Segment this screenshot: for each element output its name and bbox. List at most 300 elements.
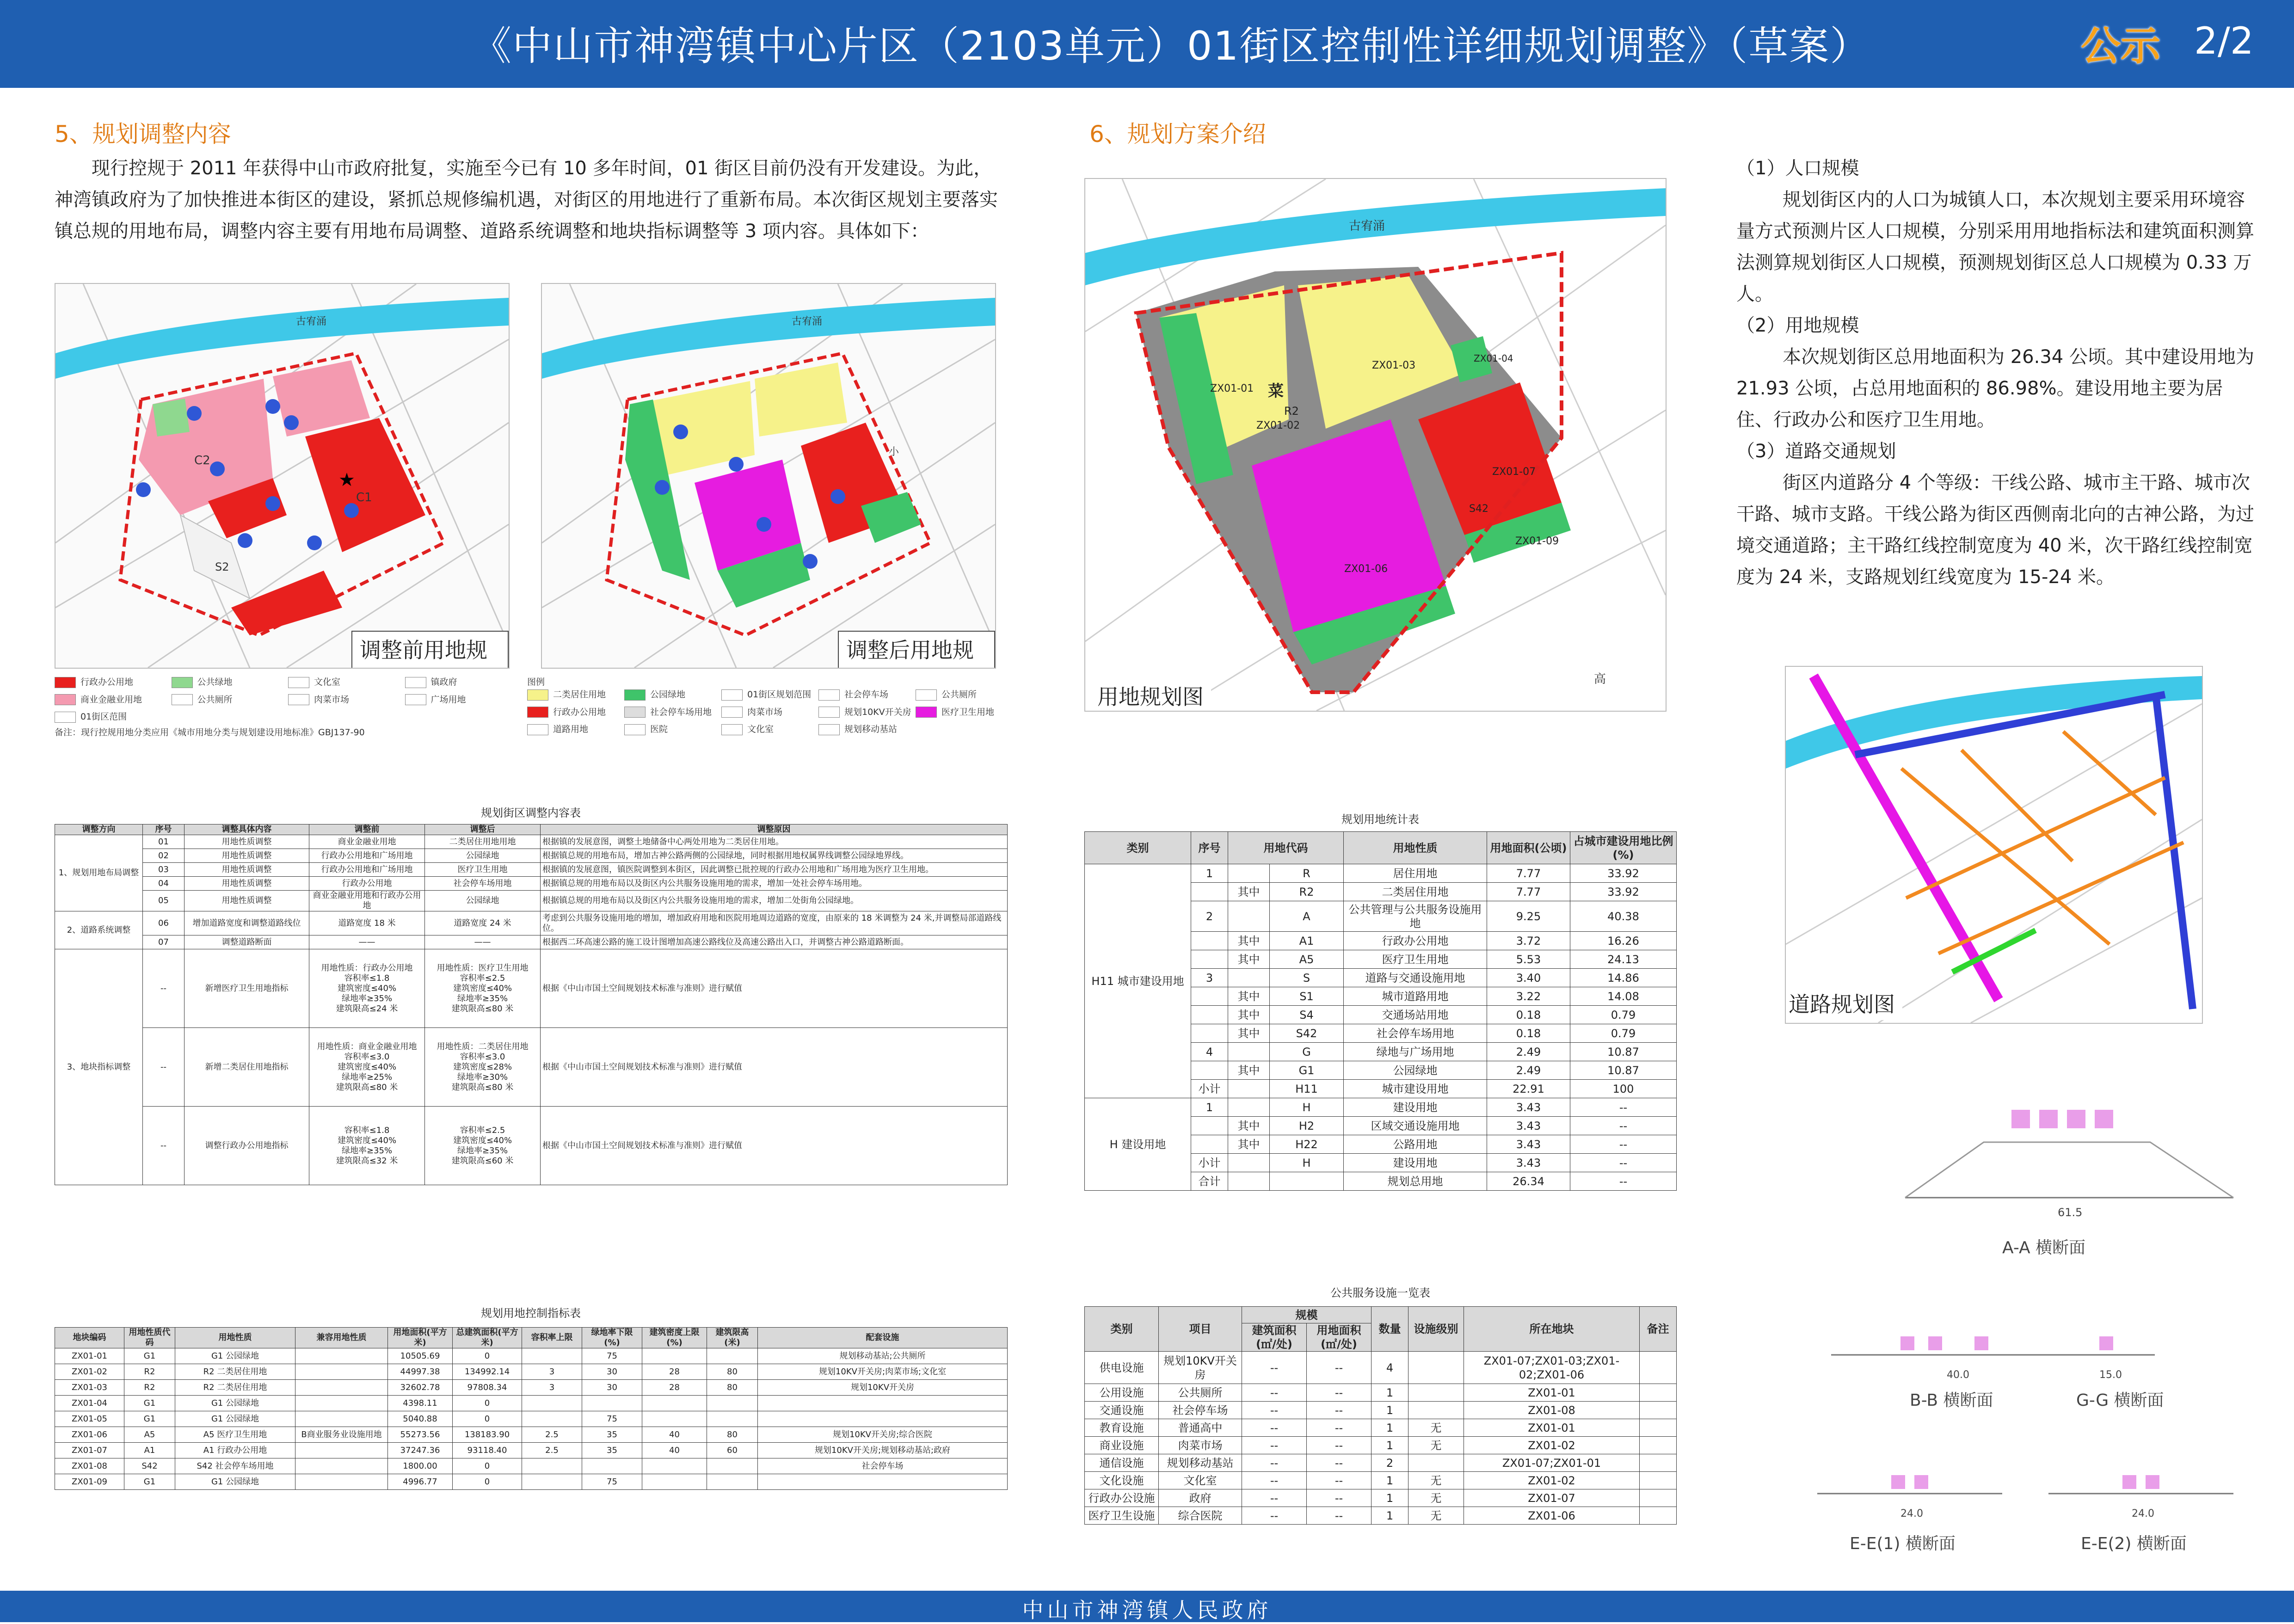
stats-ratio-cell: 100 <box>1570 1080 1677 1098</box>
stats-ratio-cell: 40.38 <box>1570 901 1677 932</box>
stats-header-cell: 类别 <box>1085 832 1191 864</box>
stats-no-cell <box>1191 932 1228 950</box>
adj-no-cell: 02 <box>143 849 185 863</box>
facility-cell: 1 <box>1371 1472 1408 1489</box>
ctrl-header-cell: 兼容用地性质 <box>295 1328 388 1348</box>
ctrl-cell: R2 <box>124 1364 175 1380</box>
table-row <box>1085 1507 1677 1525</box>
facility-header-cell: 规模 <box>1242 1307 1371 1323</box>
ctrl-cell: ZX01-05 <box>55 1411 124 1427</box>
ctrl-cell: G1 <box>124 1396 175 1411</box>
ctrl-cell: G1 公园绿地 <box>175 1411 295 1427</box>
adj-line: 用地性质：商业金融业用地 <box>317 1041 417 1052</box>
stats-header-row <box>1085 832 1677 864</box>
ctrl-cell: 规划10KV开关房;肉菜市场;文化室 <box>758 1364 1008 1380</box>
facility-cell: 政府 <box>1159 1489 1242 1507</box>
legend-label: 公园绿地 <box>650 689 686 700</box>
stats-area-cell: 9.25 <box>1487 901 1570 932</box>
table-row <box>1085 1489 1677 1507</box>
adj-item-cell: 用地性质调整 <box>185 835 309 849</box>
stats-ratio-cell: -- <box>1570 1098 1677 1117</box>
adj-no-cell: -- <box>143 1107 185 1185</box>
ctrl-cell: 3 <box>522 1364 582 1380</box>
table-row <box>55 849 1008 863</box>
stats-ratio-cell: 24.13 <box>1570 950 1677 969</box>
adj-reason-cell: 考虑到公共服务设施用地的增加，增加政府用地和医院用地周边道路的宽度，由原来的 18 米调整为 24 米,并调整局部道路线位。 <box>541 911 1008 935</box>
ctrl-cell: 55273.56 <box>388 1427 453 1443</box>
adj-no-cell: 05 <box>143 891 185 911</box>
stats-name-cell: 规划总用地 <box>1344 1172 1487 1191</box>
ctrl-cell: A5 医疗卫生用地 <box>175 1427 295 1443</box>
legend-label: 文化室 <box>314 677 341 687</box>
stats-ratio-cell: -- <box>1570 1172 1677 1191</box>
legend-label: 二类居住用地 <box>553 689 606 700</box>
adj-reason-cell: 根据镇总规的用地布局，增加古神公路两侧的公园绿地，同时根据用地权属界线调整公园绿地界线。 <box>541 849 1008 863</box>
legend-swatch <box>721 724 743 735</box>
stats-area-cell: 3.43 <box>1487 1117 1570 1135</box>
stats-name-cell: 居住用地 <box>1344 864 1487 883</box>
section5-heading: 5、规划调整内容 <box>55 121 231 148</box>
ctrl-cell <box>707 1396 758 1411</box>
adj-line: 用地性质：二类居住用地 <box>437 1041 529 1052</box>
table-row <box>55 1458 1008 1474</box>
bb-caption: B-B 横断面 <box>1910 1391 1993 1410</box>
table-row <box>1085 1472 1677 1489</box>
stats-no-cell: 小计 <box>1191 1154 1228 1172</box>
facility-header-cell: 项目 <box>1159 1307 1242 1352</box>
stats-ratio-cell: 10.87 <box>1570 1043 1677 1061</box>
stats-area-cell: 2.49 <box>1487 1061 1570 1080</box>
facility-cell: -- <box>1242 1384 1307 1402</box>
legend-label: 肉菜市场 <box>747 707 783 717</box>
zx01-06-label: ZX01-06 <box>1344 563 1388 575</box>
facility-cell: -- <box>1242 1352 1307 1384</box>
facility-cell: 1 <box>1371 1419 1408 1437</box>
adj-line: 绿地率≥35% <box>457 1145 508 1156</box>
ctrl-cell: 44997.38 <box>388 1364 453 1380</box>
adj-line: 医疗卫生用地 <box>457 864 508 874</box>
river-label: 古宥涌 <box>296 316 327 327</box>
zx01-09-label: ZX01-09 <box>1515 535 1559 547</box>
adj-line: 建筑密度≤40% <box>337 983 397 993</box>
ctrl-cell <box>295 1364 388 1380</box>
c1-label: C1 <box>356 491 372 504</box>
stats-sub-cell: 其中 <box>1228 932 1270 950</box>
ctrl-cell <box>707 1411 758 1427</box>
legend-item <box>916 705 1013 718</box>
section6-text <box>1736 153 2254 593</box>
stats-ratio-cell: -- <box>1570 1117 1677 1135</box>
table-row <box>1085 1437 1677 1454</box>
legend-swatch <box>288 694 309 705</box>
footer-text: 中山市神湾镇人民政府 <box>1022 1598 1272 1623</box>
facility-note-cell <box>1640 1472 1677 1489</box>
facility-cell <box>1408 1454 1464 1472</box>
legend-item <box>172 693 289 706</box>
facility-table <box>1084 1306 1676 1525</box>
ctrl-cell: G1 公园绿地 <box>175 1348 295 1364</box>
ctrl-cell: G1 <box>124 1411 175 1427</box>
legend-swatch <box>527 724 548 735</box>
ctrl-cell <box>642 1458 707 1474</box>
ctrl-header-cell: 建筑密度上限(%) <box>642 1328 707 1348</box>
ctrl-cell: 0 <box>453 1396 522 1411</box>
legend-item <box>721 688 818 701</box>
stats-no-cell: 1 <box>1191 1098 1228 1117</box>
legend-swatch <box>916 689 937 701</box>
ctrl-header-cell: 容积率上限 <box>522 1328 582 1348</box>
stats-no-cell <box>1191 1117 1228 1135</box>
adj-after-cell <box>425 877 541 891</box>
facility-header-cell: 备注 <box>1640 1307 1677 1352</box>
legend-swatch <box>624 707 646 718</box>
facility-cell: 医疗卫生设施 <box>1085 1507 1159 1525</box>
adj-line: 建筑密度≤40% <box>453 1135 512 1145</box>
stats-code-cell: R <box>1270 864 1344 883</box>
table-row <box>1085 1098 1677 1117</box>
ctrl-cell <box>295 1348 388 1364</box>
table-row <box>55 1396 1008 1411</box>
adj-line: 行政办公用地和广场用地 <box>321 850 413 861</box>
ctrl-cell: 30 <box>582 1380 642 1396</box>
legend-swatch <box>818 707 840 718</box>
stats-area-cell: 3.40 <box>1487 969 1570 987</box>
facility-cell: -- <box>1242 1472 1307 1489</box>
facility-cell: 无 <box>1408 1489 1464 1507</box>
s2-label: S2 <box>215 560 229 573</box>
road-plan-map <box>1785 666 2203 1024</box>
section5-paragraph: 现行控规于 2011 年获得中山市政府批复，实施至今已有 10 多年时间，01 街区目前仍没有开发建设。为此，神湾镇政府为了加快推进本街区的建设，紧抓总规修编机遇，对街区的用地进行了重新布局。本次街区规划主要落实镇总规的用地布局，调整内容主要有用地布局调整、道路系统调整和地块指标调整等 3 项内容。具体如下： <box>55 158 998 242</box>
stats-no-cell <box>1191 1061 1228 1080</box>
adj-line: 建筑限高≤24 米 <box>336 1003 398 1014</box>
ctrl-cell: 35 <box>582 1427 642 1443</box>
ctrl-cell: B商业服务业设施用地 <box>295 1427 388 1443</box>
ee2-caption: E-E(2) 横断面 <box>2081 1534 2187 1553</box>
zx01-01-label: ZX01-01 <box>1210 383 1254 394</box>
ctrl-cell: 规划10KV开关房;综合医院 <box>758 1427 1008 1443</box>
map-before <box>55 283 510 669</box>
stats-name-cell: 交通场站用地 <box>1344 1006 1487 1024</box>
adj-item-cell: 增加道路宽度和调整道路线位 <box>185 911 309 935</box>
facility-cell: ZX01-08 <box>1464 1402 1640 1419</box>
stats-ratio-cell: 14.86 <box>1570 969 1677 987</box>
adj-header-cell: 序号 <box>143 824 185 835</box>
ctrl-header-cell: 绿地率下限(%) <box>582 1328 642 1348</box>
adj-line: 容积率≤2.5 <box>460 1125 505 1135</box>
facility-cell: 1 <box>1371 1384 1408 1402</box>
adj-line: 建筑限高≤80 米 <box>451 1082 514 1092</box>
adj-line: 建筑密度≤40% <box>453 983 512 993</box>
facility-cell: ZX01-07;ZX01-01 <box>1464 1454 1640 1472</box>
ctrl-cell: 3 <box>522 1380 582 1396</box>
adj-line: 绿地率≥35% <box>341 993 393 1003</box>
ctrl-cell: G1 <box>124 1474 175 1490</box>
facility-cell: -- <box>1242 1402 1307 1419</box>
table-row <box>1085 1454 1677 1472</box>
facility-note-cell <box>1640 1384 1677 1402</box>
facility-note-cell <box>1640 1437 1677 1454</box>
table-row <box>55 1107 1008 1185</box>
legend-label: 广场用地 <box>431 694 466 705</box>
stats-code-cell: A <box>1270 901 1344 932</box>
table-row <box>55 935 1008 949</box>
adj-line: 建筑限高≤60 米 <box>451 1156 514 1166</box>
adj-after-cell <box>425 949 541 1028</box>
ctrl-header-cell: 总建筑面积(平方米) <box>453 1328 522 1348</box>
stats-name-cell: 建设用地 <box>1344 1154 1487 1172</box>
c2-label: C2 <box>194 454 210 468</box>
stats-no-cell: 4 <box>1191 1043 1228 1061</box>
adj-line: 绿地率≥25% <box>341 1072 393 1082</box>
legend-grid <box>527 688 1013 735</box>
legend-swatch <box>405 694 426 705</box>
stats-code-cell: S42 <box>1270 1024 1344 1043</box>
stats-code-cell: S <box>1270 969 1344 987</box>
stats-sub-cell <box>1228 1080 1270 1098</box>
ctrl-cell: 80 <box>707 1427 758 1443</box>
adj-line: 道路宽度 18 米 <box>338 918 396 928</box>
legend-item <box>818 722 916 735</box>
facility-header-cell: 所在地块 <box>1464 1307 1640 1352</box>
adj-reason-cell: 根据《中山市国土空间规划技术标准与准则》进行赋值 <box>541 1028 1008 1107</box>
facility-cell: -- <box>1307 1489 1371 1507</box>
stats-area-cell: 3.43 <box>1487 1135 1570 1154</box>
stats-name-cell: 公路用地 <box>1344 1135 1487 1154</box>
ctrl-cell: ZX01-04 <box>55 1396 124 1411</box>
facility-cell: ZX01-07 <box>1464 1489 1640 1507</box>
stats-ratio-cell: 10.87 <box>1570 1061 1677 1080</box>
facility-note-cell <box>1640 1507 1677 1525</box>
stats-sub-cell: 其中 <box>1228 950 1270 969</box>
facility-cell <box>1408 1352 1464 1384</box>
ctrl-cell: R2 二类居住用地 <box>175 1364 295 1380</box>
adj-reason-cell: 根据《中山市国土空间规划技术标准与准则》进行赋值 <box>541 949 1008 1028</box>
ctrl-cell <box>295 1458 388 1474</box>
adj-before-cell <box>309 863 425 877</box>
table-row <box>55 949 1008 1028</box>
zx01-03-label: ZX01-03 <box>1372 360 1416 371</box>
ctrl-cell: ZX01-09 <box>55 1474 124 1490</box>
adj-before-cell <box>309 835 425 849</box>
vegetable-market-icon: 菜 <box>1268 382 1284 400</box>
land-heading: （2）用地规模 <box>1736 315 1859 336</box>
ctrl-cell: 75 <box>582 1474 642 1490</box>
legend-label: 医疗卫生用地 <box>941 707 995 717</box>
stats-ratio-cell: -- <box>1570 1135 1677 1154</box>
facility-note-cell <box>1640 1402 1677 1419</box>
section-aa <box>1891 1050 2247 1258</box>
stats-header-cell: 序号 <box>1191 832 1228 864</box>
facility-cell: -- <box>1307 1402 1371 1419</box>
adj-line: —— <box>474 937 491 947</box>
facility-cell <box>1408 1402 1464 1419</box>
adj-no-cell: -- <box>143 1028 185 1107</box>
adj-after-cell <box>425 849 541 863</box>
stats-sub-cell <box>1228 864 1270 883</box>
facility-cell: ZX01-01 <box>1464 1384 1640 1402</box>
legend-title: 图例 <box>527 677 545 687</box>
ctrl-cell: G1 公园绿地 <box>175 1474 295 1490</box>
xiao-label: 小 <box>889 446 899 458</box>
ctrl-cell: 4996.77 <box>388 1474 453 1490</box>
table-row <box>1085 1352 1677 1384</box>
facility-cell: -- <box>1242 1489 1307 1507</box>
table-row <box>55 1411 1008 1427</box>
stats-no-cell: 合计 <box>1191 1172 1228 1191</box>
ctrl-header-cell: 配套设施 <box>758 1328 1008 1348</box>
gao-label: 高 <box>1594 672 1606 686</box>
adj-line: 社会停车场用地 <box>453 878 512 888</box>
adj-line: 道路宽度 24 米 <box>454 918 511 928</box>
adj-line: 二类居住用地用地 <box>449 837 516 847</box>
zx01-04-label: ZX01-04 <box>1474 353 1513 364</box>
stats-area-cell: 2.49 <box>1487 1043 1570 1061</box>
stats-code-cell: S4 <box>1270 1006 1344 1024</box>
ctrl-cell: 60 <box>707 1443 758 1458</box>
adj-line: 建筑密度≤40% <box>337 1135 397 1145</box>
adj-table <box>55 824 1007 1185</box>
land-paragraph: 本次规划街区总用地面积为 26.34 公顷。其中建设用地为 21.93 公顷，占总用地面积的 86.98%。建设用地主要为居住、行政办公和医疗卫生用地。 <box>1736 346 2254 431</box>
stats-area-cell: 5.53 <box>1487 950 1570 969</box>
stats-sub-cell: 其中 <box>1228 1061 1270 1080</box>
ctrl-cell: G1 公园绿地 <box>175 1396 295 1411</box>
ctrl-cell <box>642 1396 707 1411</box>
land-use-map <box>1084 178 1667 712</box>
ctrl-cell <box>522 1458 582 1474</box>
stats-area-cell: 3.43 <box>1487 1154 1570 1172</box>
legend-note: 备注：现行控规用地分类应用《城市用地分类与规划建设用地标准》GBJ137-90 <box>55 727 365 738</box>
stats-area-cell: 0.18 <box>1487 1024 1570 1043</box>
facility-cell: 2 <box>1371 1454 1408 1472</box>
ctrl-cell: 0 <box>453 1411 522 1427</box>
legend-item <box>55 693 172 706</box>
ctrl-cell <box>758 1396 1008 1411</box>
stats-code-cell: G1 <box>1270 1061 1344 1080</box>
facility-cell: 文化室 <box>1159 1472 1242 1489</box>
stats-no-cell <box>1191 950 1228 969</box>
s42-label: S42 <box>1469 503 1488 515</box>
adj-header-row <box>55 824 1008 835</box>
facility-cell <box>1408 1384 1464 1402</box>
facility-header-row <box>1085 1307 1677 1323</box>
stats-sub-cell: 其中 <box>1228 1024 1270 1043</box>
stats-sub-cell <box>1228 1098 1270 1117</box>
legend-label: 医院 <box>650 724 668 734</box>
ee1-caption: E-E(1) 横断面 <box>1850 1534 1956 1553</box>
table-row <box>1085 864 1677 883</box>
ctrl-cell: 80 <box>707 1364 758 1380</box>
ctrl-cell: 5040.88 <box>388 1411 453 1427</box>
ctrl-cell <box>522 1474 582 1490</box>
ctrl-cell: 规划10KV开关房 <box>758 1380 1008 1396</box>
road-plan-caption: 道路规划图 <box>1785 986 1902 1020</box>
table-row <box>55 1427 1008 1443</box>
stats-name-cell: 道路与交通设施用地 <box>1344 969 1487 987</box>
legend-item <box>527 705 624 718</box>
ctrl-cell: ZX01-06 <box>55 1427 124 1443</box>
stats-ratio-cell: -- <box>1570 1154 1677 1172</box>
ctrl-cell: 0 <box>453 1458 522 1474</box>
ctrl-cell: 75 <box>582 1348 642 1364</box>
adj-line: 行政办公用地 <box>342 878 392 888</box>
adj-line: 绿地率≥35% <box>457 993 508 1003</box>
facility-cell: -- <box>1242 1437 1307 1454</box>
page-title: 《中山市神湾镇中心片区（2103单元）01街区控制性详细规划调整》（草案） <box>472 23 1871 69</box>
legend-label: 社会停车场 <box>844 689 889 700</box>
stats-code-cell: R2 <box>1270 883 1344 901</box>
section-bb <box>1827 1304 2085 1415</box>
legend-swatch <box>916 707 937 718</box>
stats-code-cell: H <box>1270 1098 1344 1117</box>
map-after-caption: 调整后用地规 <box>838 631 995 669</box>
ctrl-cell <box>295 1380 388 1396</box>
ctrl-cell: 4398.11 <box>388 1396 453 1411</box>
facility-cell: 4 <box>1371 1352 1408 1384</box>
zx01-07-label: ZX01-07 <box>1492 466 1536 478</box>
legend-item <box>916 688 1013 701</box>
page-number: 2/2 <box>2194 19 2254 62</box>
ctrl-cell: 28 <box>642 1380 707 1396</box>
facility-cell: -- <box>1307 1384 1371 1402</box>
stats-name-cell: 绿地与广场用地 <box>1344 1043 1487 1061</box>
adj-header-cell: 调整前 <box>309 824 425 835</box>
facility-cell: 肉菜市场 <box>1159 1437 1242 1454</box>
legend-item <box>527 688 624 701</box>
legend-item <box>818 705 916 718</box>
legend-label: 行政办公用地 <box>553 707 606 717</box>
ctrl-cell: ZX01-08 <box>55 1458 124 1474</box>
adj-line: 绿地率≥30% <box>457 1072 508 1082</box>
stats-no-cell <box>1191 987 1228 1006</box>
facility-cell: 1 <box>1371 1507 1408 1525</box>
adj-line: 容积率≤3.0 <box>460 1052 505 1062</box>
ctrl-cell: 40 <box>642 1443 707 1458</box>
legend-label: 商业金融业用地 <box>80 694 142 705</box>
aa-width: 61.5 <box>2058 1206 2083 1219</box>
stats-header-cell: 用地代码 <box>1228 832 1344 864</box>
legend-swatch <box>405 677 426 688</box>
legend-label: 01街区规划范围 <box>747 689 812 700</box>
ctrl-cell: 32602.78 <box>388 1380 453 1396</box>
adj-item-cell: 新增二类居住用地指标 <box>185 1028 309 1107</box>
legend-item <box>721 705 818 718</box>
stats-name-cell: 公共管理与公共服务设施用地 <box>1344 901 1487 932</box>
stats-name-cell: 医疗卫生用地 <box>1344 950 1487 969</box>
ctrl-cell <box>582 1396 642 1411</box>
ctrl-cell <box>642 1348 707 1364</box>
adj-header-cell: 调整方向 <box>55 824 143 835</box>
adj-direction-cell: 3、地块指标调整 <box>55 949 143 1185</box>
adj-no-cell: 04 <box>143 877 185 891</box>
stats-sub-cell <box>1228 969 1270 987</box>
ctrl-cell: S42 社会停车场用地 <box>175 1458 295 1474</box>
ctrl-cell: 75 <box>582 1411 642 1427</box>
adj-line: 用地性质：医疗卫生用地 <box>437 963 529 973</box>
ctrl-cell: R2 <box>124 1380 175 1396</box>
adj-header-cell: 调整具体内容 <box>185 824 309 835</box>
table-row <box>55 911 1008 935</box>
legend-after <box>527 675 1013 744</box>
facility-cell: 无 <box>1408 1507 1464 1525</box>
ctrl-header-cell: 用地性质代码 <box>124 1328 175 1348</box>
adj-item-cell: 用地性质调整 <box>185 891 309 911</box>
adj-reason-cell: 根据镇的发展意图，镇医院调整到本街区，因此调整已批控规的行政办公用地和广场用地为医疗卫生用地。 <box>541 863 1008 877</box>
ctrl-cell: 37247.36 <box>388 1443 453 1458</box>
facility-cell: -- <box>1307 1472 1371 1489</box>
stats-name-cell: 社会停车场用地 <box>1344 1024 1487 1043</box>
stats-sub-cell <box>1228 1043 1270 1061</box>
facility-cell: 交通设施 <box>1085 1402 1159 1419</box>
